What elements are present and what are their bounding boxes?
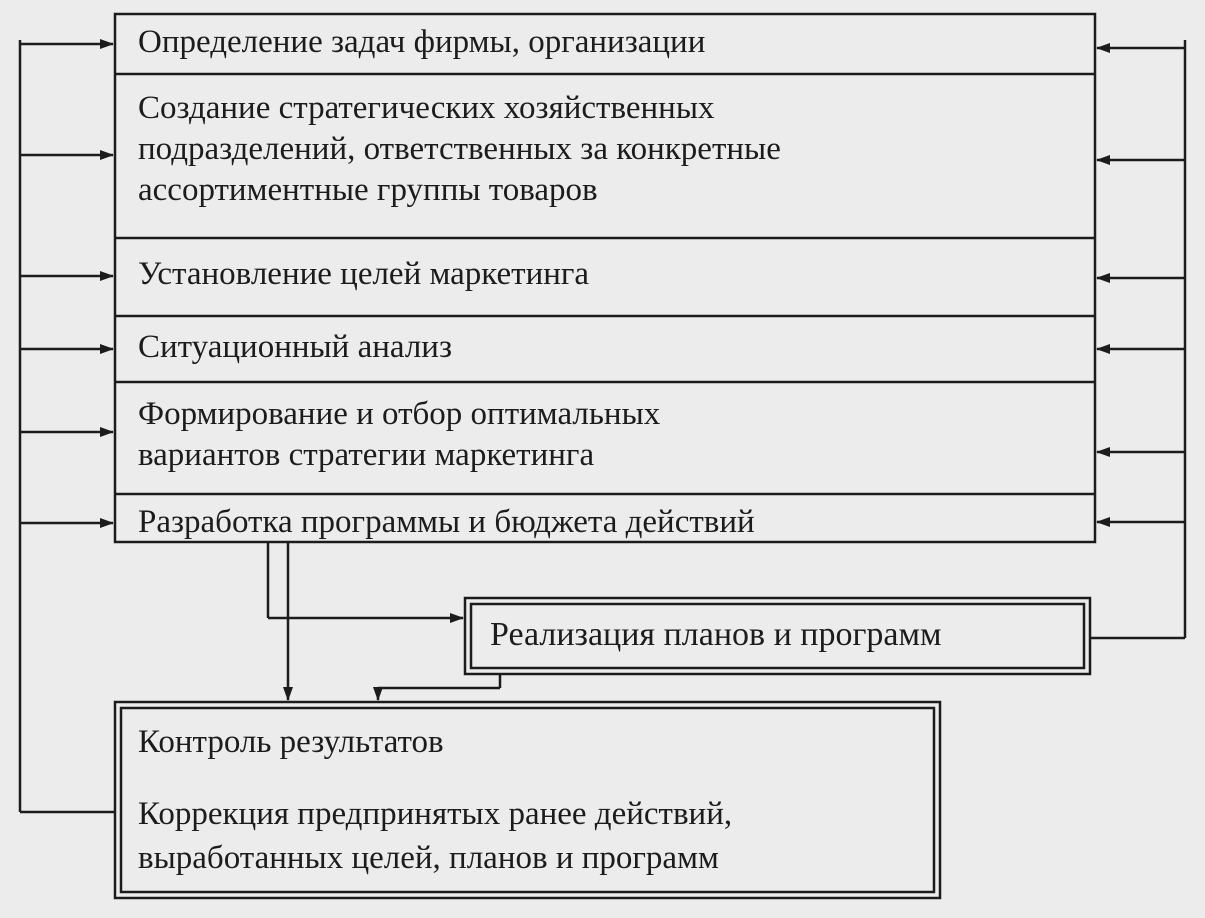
step-create-units-line1: Создание стратегических хозяйственных <box>138 90 715 126</box>
control-results: Контроль результатов <box>138 724 444 760</box>
step-marketing-goals: Установление целей маркетинга <box>138 256 590 292</box>
step-strategy-options-line1: Формирование и отбор оптимальных <box>138 396 661 432</box>
step-create-units-line3: ассортиментные группы товаров <box>138 172 598 208</box>
step-program-budget: Разработка программы и бюджета действий <box>138 504 755 540</box>
implementation-label: Реализация планов и программ <box>490 616 942 653</box>
step-define-tasks: Определение задач фирмы, организации <box>138 24 706 60</box>
correction-line1: Коррекция предпринятых ранее действий, <box>138 796 733 832</box>
step-strategy-options-line2: вариантов стратегии маркетинга <box>138 437 595 473</box>
step-create-units-line2: подразделений, ответственных за конкретные <box>138 131 781 167</box>
step-situation-analysis: Ситуационный анализ <box>138 329 452 365</box>
correction-line2: выработанных целей, планов и программ <box>138 840 719 876</box>
